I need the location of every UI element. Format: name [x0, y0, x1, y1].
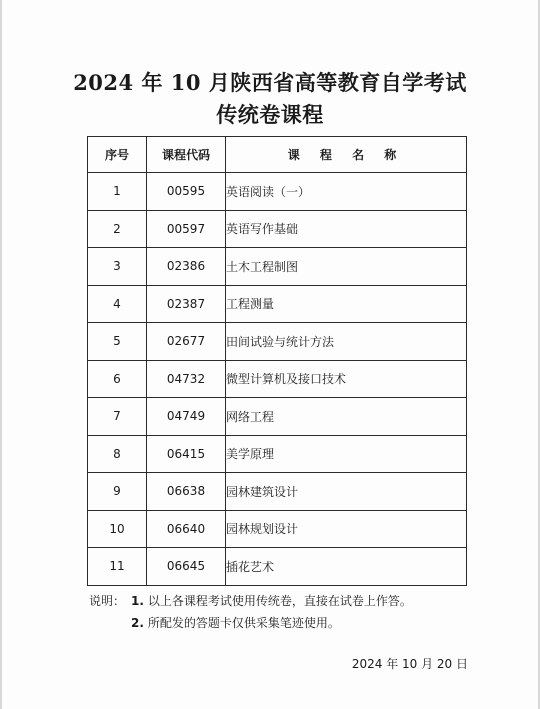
cell-course-code: 02387 [147, 285, 226, 323]
header-course-name: 课 程 名 称 [226, 137, 467, 173]
cell-serial-number: 3 [88, 248, 147, 286]
title-line-2: 传统卷课程 [216, 102, 324, 127]
cell-course-name: 园林规划设计 [226, 510, 467, 548]
cell-serial-number: 8 [88, 435, 147, 473]
cell-course-code: 06640 [147, 510, 226, 548]
notes-label: 说明： [89, 594, 126, 608]
course-table [87, 136, 467, 586]
cell-serial-number: 6 [88, 360, 147, 398]
note-text: 所配发的答题卡仅供采集笔迹使用。 [147, 616, 340, 630]
table-row [88, 248, 467, 286]
table-row [88, 360, 467, 398]
cell-serial-number: 7 [88, 398, 147, 436]
header-course-code: 课程代码 [147, 137, 226, 173]
table-row [88, 473, 467, 511]
note-text: 以上各课程考试使用传统卷，直接在试卷上作答。 [147, 594, 412, 608]
cell-serial-number: 2 [88, 210, 147, 248]
cell-course-name: 园林建筑设计 [226, 473, 467, 511]
note-row [89, 612, 412, 634]
cell-serial-number: 4 [88, 285, 147, 323]
cell-serial-number: 1 [88, 173, 147, 211]
cell-course-name: 英语写作基础 [226, 210, 467, 248]
document-date: 2024 年 10 月 20 日 [351, 657, 468, 671]
cell-serial-number: 5 [88, 323, 147, 361]
cell-course-name: 网络工程 [226, 398, 467, 436]
table-row [88, 510, 467, 548]
cell-serial-number: 11 [88, 548, 147, 586]
cell-course-name: 插花艺术 [226, 548, 467, 586]
cell-course-code: 04749 [147, 398, 226, 436]
cell-course-name: 微型计算机及接口技术 [226, 360, 467, 398]
cell-course-name: 土木工程制图 [226, 248, 467, 286]
table-row [88, 285, 467, 323]
cell-course-code: 04732 [147, 360, 226, 398]
table-row [88, 210, 467, 248]
document-title [2, 67, 538, 131]
cell-course-name: 美学原理 [226, 435, 467, 473]
cell-course-code: 00595 [147, 173, 226, 211]
cell-course-code: 00597 [147, 210, 226, 248]
header-serial-number: 序号 [88, 137, 147, 173]
table-header-row [88, 137, 467, 173]
table-row [88, 173, 467, 211]
cell-course-name: 工程测量 [226, 285, 467, 323]
table-row [88, 398, 467, 436]
cell-course-code: 06645 [147, 548, 226, 586]
table-row [88, 323, 467, 361]
table-row [88, 548, 467, 586]
note-row [89, 590, 412, 612]
table-body [88, 173, 467, 586]
cell-course-name: 田间试验与统计方法 [226, 323, 467, 361]
notes-section [89, 590, 412, 634]
note-number: 2. [131, 616, 144, 630]
table-row [88, 435, 467, 473]
cell-serial-number: 10 [88, 510, 147, 548]
cell-course-code: 06638 [147, 473, 226, 511]
cell-course-code: 02677 [147, 323, 226, 361]
cell-serial-number: 9 [88, 473, 147, 511]
title-line-1: 2024 年 10 月陕西省高等教育自学考试 [73, 70, 467, 95]
cell-course-code: 06415 [147, 435, 226, 473]
note-number: 1. [131, 594, 144, 608]
cell-course-name: 英语阅读（一） [226, 173, 467, 211]
cell-course-code: 02386 [147, 248, 226, 286]
